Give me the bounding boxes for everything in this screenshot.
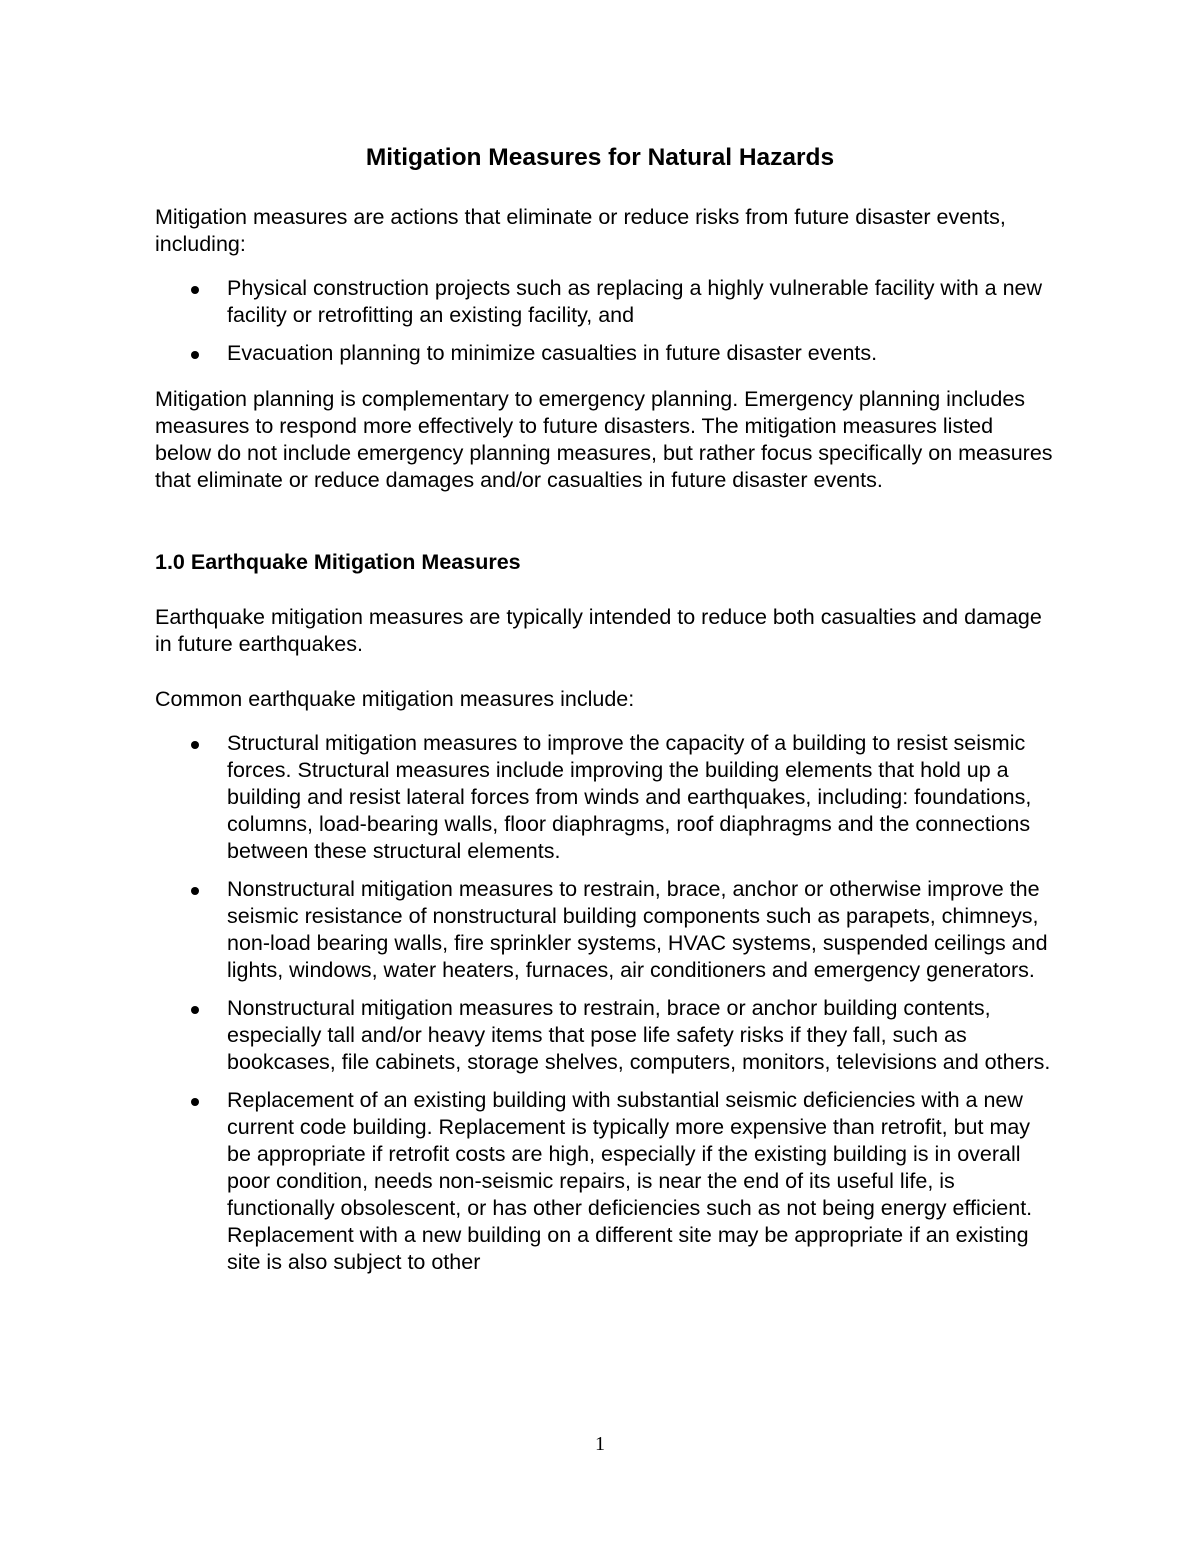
mitigation-planning-paragraph: Mitigation planning is complementary to emergency planning. Emergency planning includes measures to respond more effectively to future disasters. The mitigation measures listed below do not include emergency planning measures, but rather focus specifically on measures that eliminate or reduce damages and/or casualties in future disaster events.: [155, 387, 1053, 492]
bullet-icon: [191, 741, 199, 749]
bullet-icon: [191, 351, 199, 359]
bullet-icon: [191, 1006, 199, 1014]
bullet-icon: [191, 1098, 199, 1106]
list-item-text: Replacement of an existing building with substantial seismic deficiencies with a new current code building. Replacement is typically more expensive than retrofit, but may be appropriate if retrofit costs are high, especially if the existing building is in overall poor condition, needs non-seismic repairs, is near the end of its useful life, is functionally obsolescent, or has other deficiencies such as not being energy efficient. Replacement with a new building on a different site may be appropriate if an existing site is also subject to other: [227, 1088, 1033, 1274]
list-item: [155, 876, 1055, 984]
list-item: [155, 275, 1055, 329]
list-item: [155, 1087, 1055, 1276]
list-item: [155, 340, 1055, 367]
page-number: 1: [595, 1433, 605, 1455]
intro-paragraph: Mitigation measures are actions that eliminate or reduce risks from future disaster events, including:: [155, 205, 1006, 256]
earthquake-bullet-list: [155, 730, 1055, 1276]
list-item-text: Nonstructural mitigation measures to restrain, brace, anchor or otherwise improve the seismic resistance of nonstructural building components such as parapets, chimneys, non-load bearing walls, fire sprinkler systems, HVAC systems, suspended ceilings and lights, windows, water heaters, furnaces, air conditioners and emergency generators.: [227, 877, 1048, 982]
list-item-text: Evacuation planning to minimize casualties in future disaster events.: [227, 341, 878, 365]
list-item-text: Physical construction projects such as replacing a highly vulnerable facility with a new facility or retrofitting an existing facility, and: [227, 276, 1043, 327]
list-item-text: Nonstructural mitigation measures to restrain, brace or anchor building contents, especially tall and/or heavy items that pose life safety risks if they fall, such as bookcases, file cabinets, storage shelves, computers, monitors, televisions and others.: [227, 996, 1051, 1074]
list-item: [155, 730, 1055, 865]
common-measures-paragraph: Common earthquake mitigation measures include:: [155, 687, 635, 711]
earthquake-intro-paragraph: Earthquake mitigation measures are typically intended to reduce both casualties and damage in future earthquakes.: [155, 605, 1042, 656]
intro-bullet-list: [155, 275, 1055, 367]
bullet-icon: [191, 887, 199, 895]
list-item: [155, 995, 1055, 1076]
document-title: Mitigation Measures for Natural Hazards: [365, 144, 835, 171]
list-item-text: Structural mitigation measures to improve the capacity of a building to resist seismic forces. Structural measures include improving the building elements that hold up a building and resist lateral forces from winds and earthquakes, including: foundations, columns, load-bearing walls, floor diaphragms, roof diaphragms and the connections between these structural elements.: [227, 731, 1032, 863]
section-heading: 1.0 Earthquake Mitigation Measures: [155, 550, 521, 574]
bullet-icon: [191, 286, 199, 294]
document-body: [155, 204, 1055, 1287]
